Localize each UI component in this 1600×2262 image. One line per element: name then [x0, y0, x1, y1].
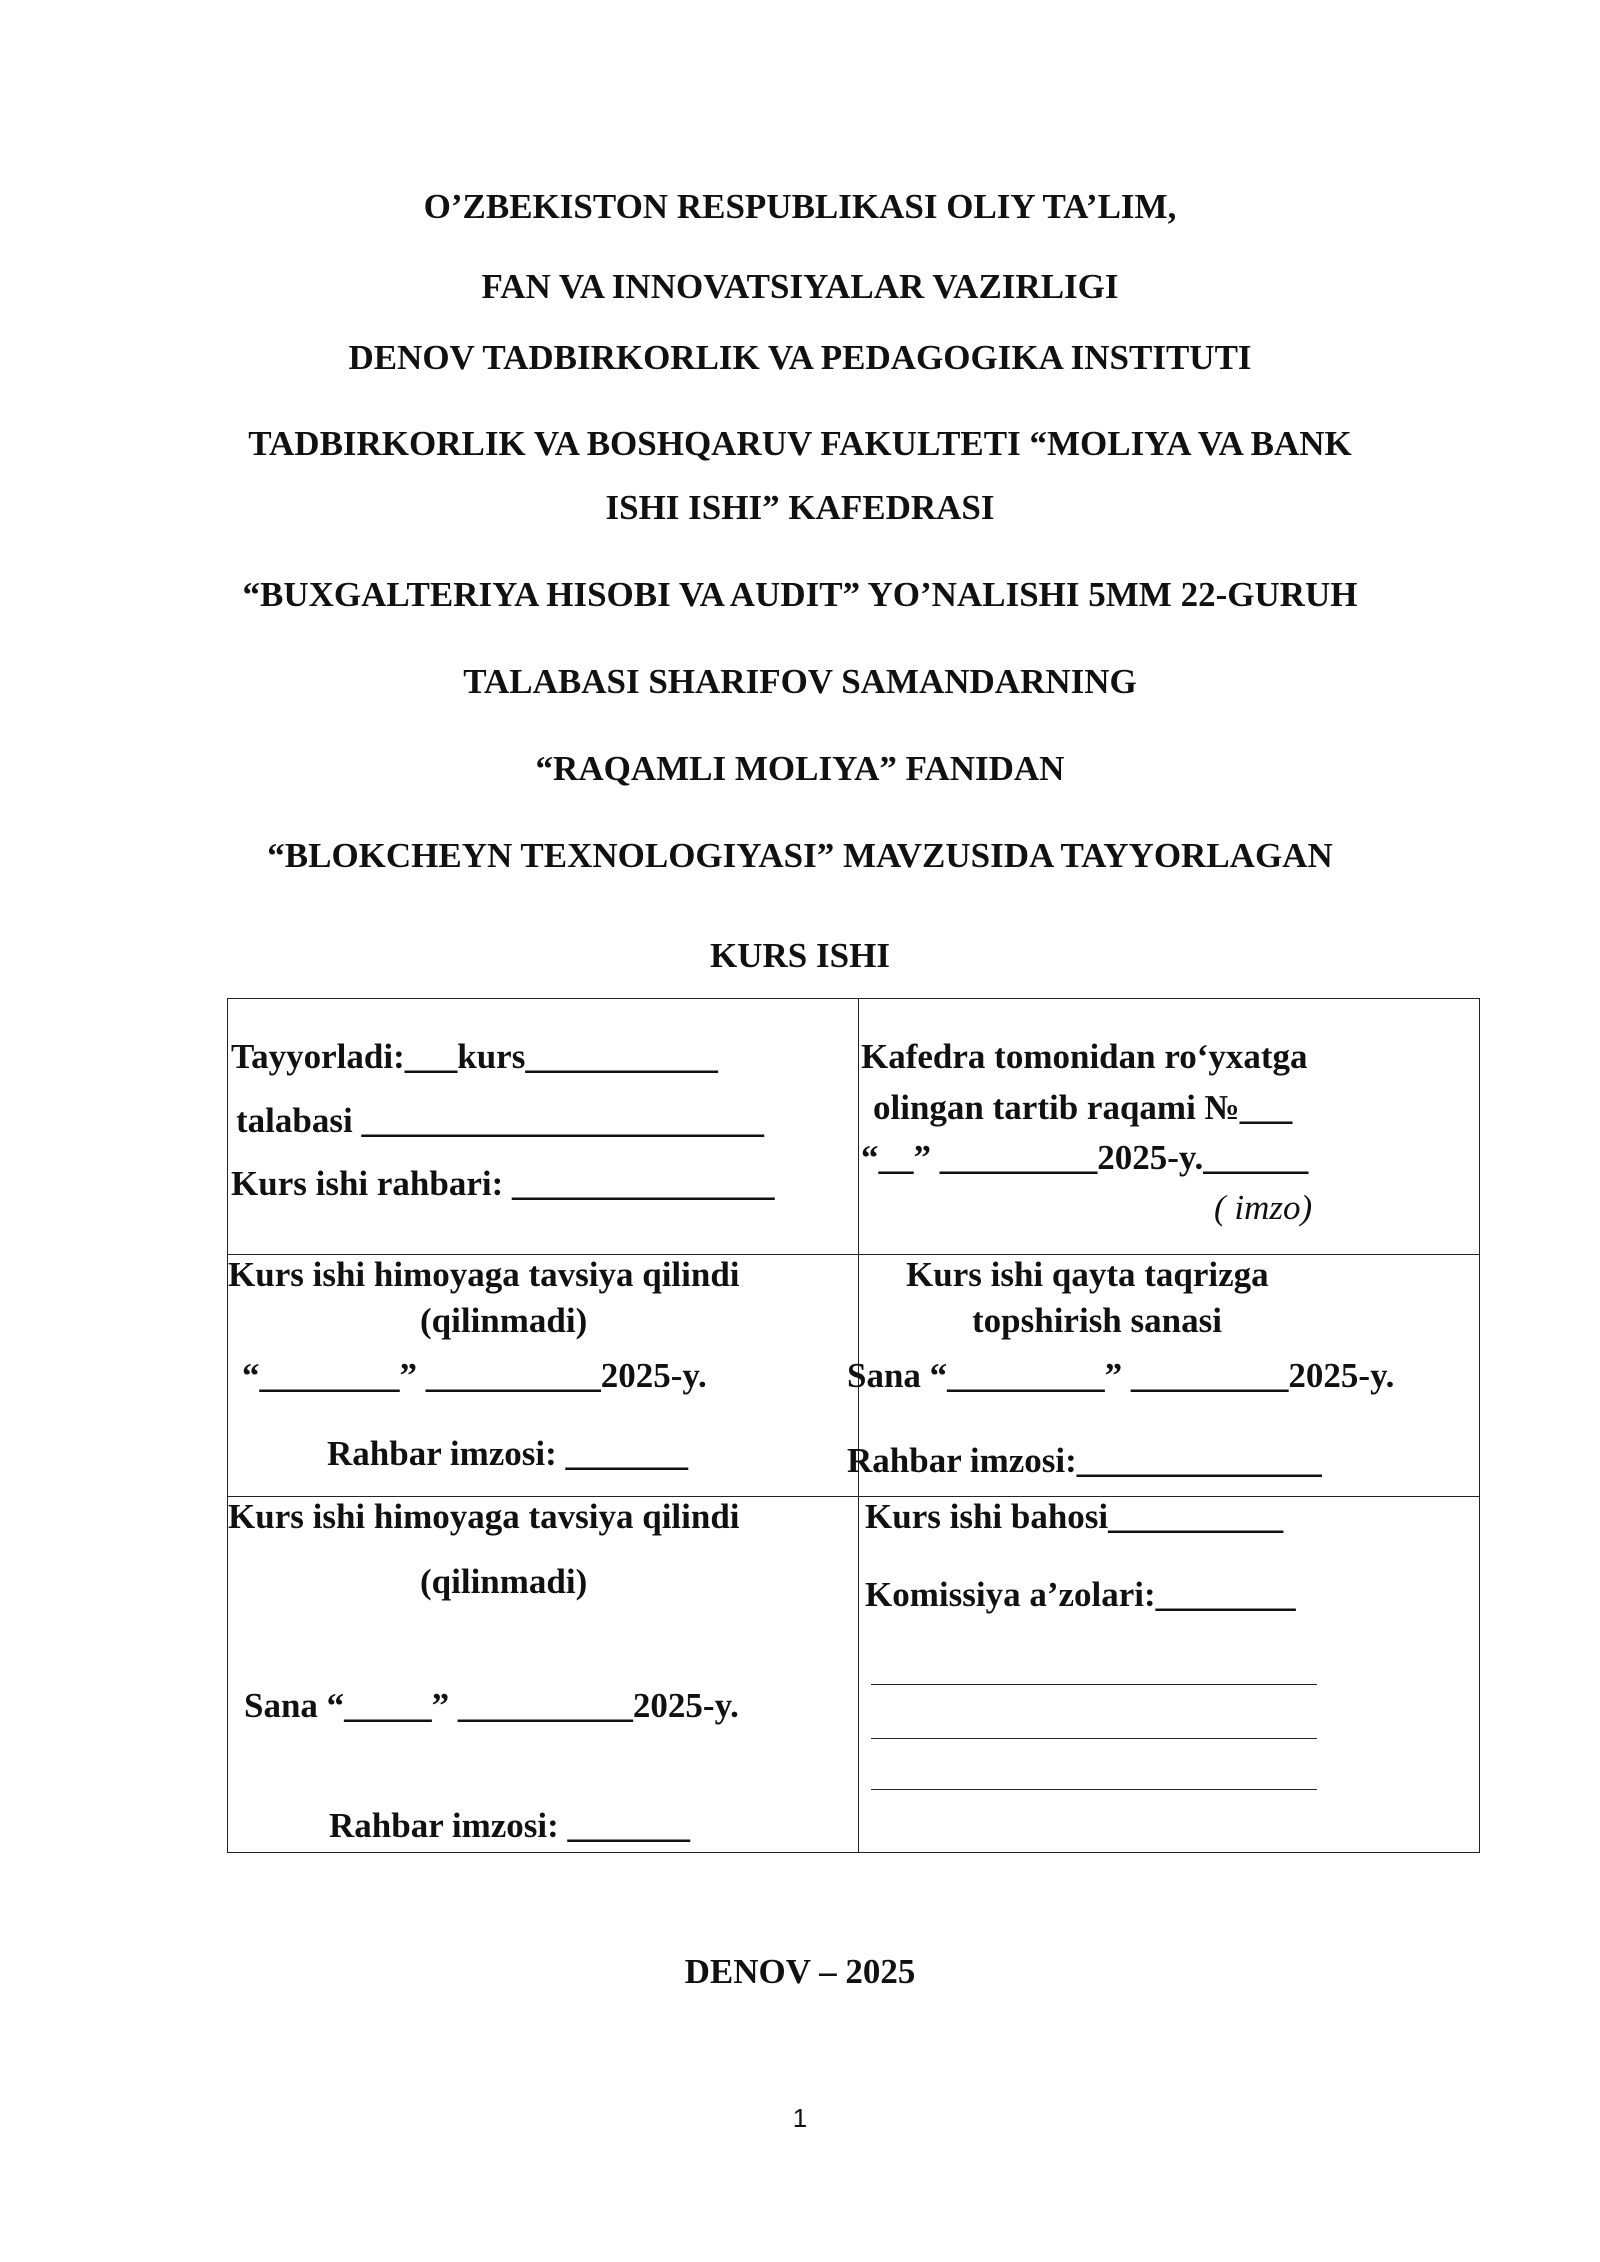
commission-members-line: Komissiya a’zolari:________ [865, 1575, 1296, 1614]
institute-name: DENOV TADBIRKORLIK VA PEDAGOGIKA INSTITUTI [348, 338, 1252, 377]
defense-recommendation-date: “________” __________2025-y. [242, 1356, 707, 1395]
defense-recommendation-line1: Kurs ishi himoyaga tavsiya qilindi [228, 1255, 740, 1294]
defense-recommendation-2-line2: (qilinmadi) [420, 1562, 588, 1601]
place-year: DENOV – 2025 [684, 1952, 916, 1991]
page-number: 1 [792, 2103, 808, 2133]
commission-member-blank-2 [871, 1738, 1317, 1739]
document-type: KURS ISHI [710, 936, 890, 975]
commission-member-blank-1 [871, 1684, 1317, 1685]
student-name: TALABASI SHARIFOV SAMANDARNING [463, 662, 1137, 701]
faculty-line1: TADBIRKORLIK VA BOSHQARUV FAKULTETI “MOLIYA VA BANK [248, 424, 1352, 463]
ministry-title-line1: O’ZBEKISTON RESPUBLIKASI OLIY TA’LIM, [423, 187, 1177, 226]
subject-name: “RAQAMLI MOLIYA” FANIDAN [535, 749, 1065, 788]
form-cell-resubmission [847, 1255, 1480, 1497]
resubmission-line1: Kurs ishi qayta taqrizga [906, 1255, 1269, 1294]
approval-form-table [227, 998, 1480, 1853]
grade-line: Kurs ishi bahosi__________ [865, 1497, 1284, 1536]
faculty-line2: ISHI ISHI” KAFEDRASI [605, 488, 995, 527]
form-cell-defense-recommendation-2 [228, 1497, 859, 1853]
resubmission-signature-line: Rahbar imzosi:______________ [847, 1441, 1322, 1480]
student-line: talabasi _______________________ [236, 1101, 764, 1140]
ministry-title-line2: FAN VA INNOVATSIYALAR VAZIRLIGI [481, 267, 1119, 306]
commission-member-blank-3 [871, 1789, 1317, 1790]
topic-title: “BLOKCHEYN TEXNOLOGIYASI” MAVZUSIDA TAYYORLAGAN [267, 836, 1333, 875]
signature-caption: ( imzo) [1214, 1188, 1313, 1227]
registration-line1: Kafedra tomonidan ro‘yxatga [861, 1037, 1308, 1076]
prepared-by-line: Tayyorladi:___kurs___________ [231, 1037, 718, 1076]
resubmission-date: Sana “_________” _________2025-y. [847, 1356, 1395, 1395]
supervisor-line: Kurs ishi rahbari: _______________ [231, 1164, 775, 1203]
supervisor-signature-line: Rahbar imzosi: _______ [327, 1434, 689, 1473]
registration-line2: olingan tartib raqami №___ [873, 1088, 1293, 1127]
defense-recommendation-2-line1: Kurs ishi himoyaga tavsiya qilindi [228, 1497, 740, 1536]
defense-recommendation-line2: (qilinmadi) [420, 1301, 588, 1340]
supervisor-signature-line-2: Rahbar imzosi: _______ [329, 1806, 691, 1845]
form-cell-defense-recommendation [228, 1255, 859, 1497]
resubmission-line2: topshirish sanasi [972, 1301, 1222, 1340]
form-cell-grade-commission [859, 1497, 1480, 1853]
registration-date: “__” _________2025-y.______ [861, 1138, 1309, 1177]
direction-group: “BUXGALTERIYA HISOBI VA AUDIT” YO’NALISHI 5MM 22-GURUH [242, 575, 1358, 614]
form-cell-prepared-by [228, 999, 859, 1255]
form-cell-registration [859, 999, 1480, 1255]
defense-recommendation-2-date: Sana “_____” __________2025-y. [244, 1686, 739, 1725]
